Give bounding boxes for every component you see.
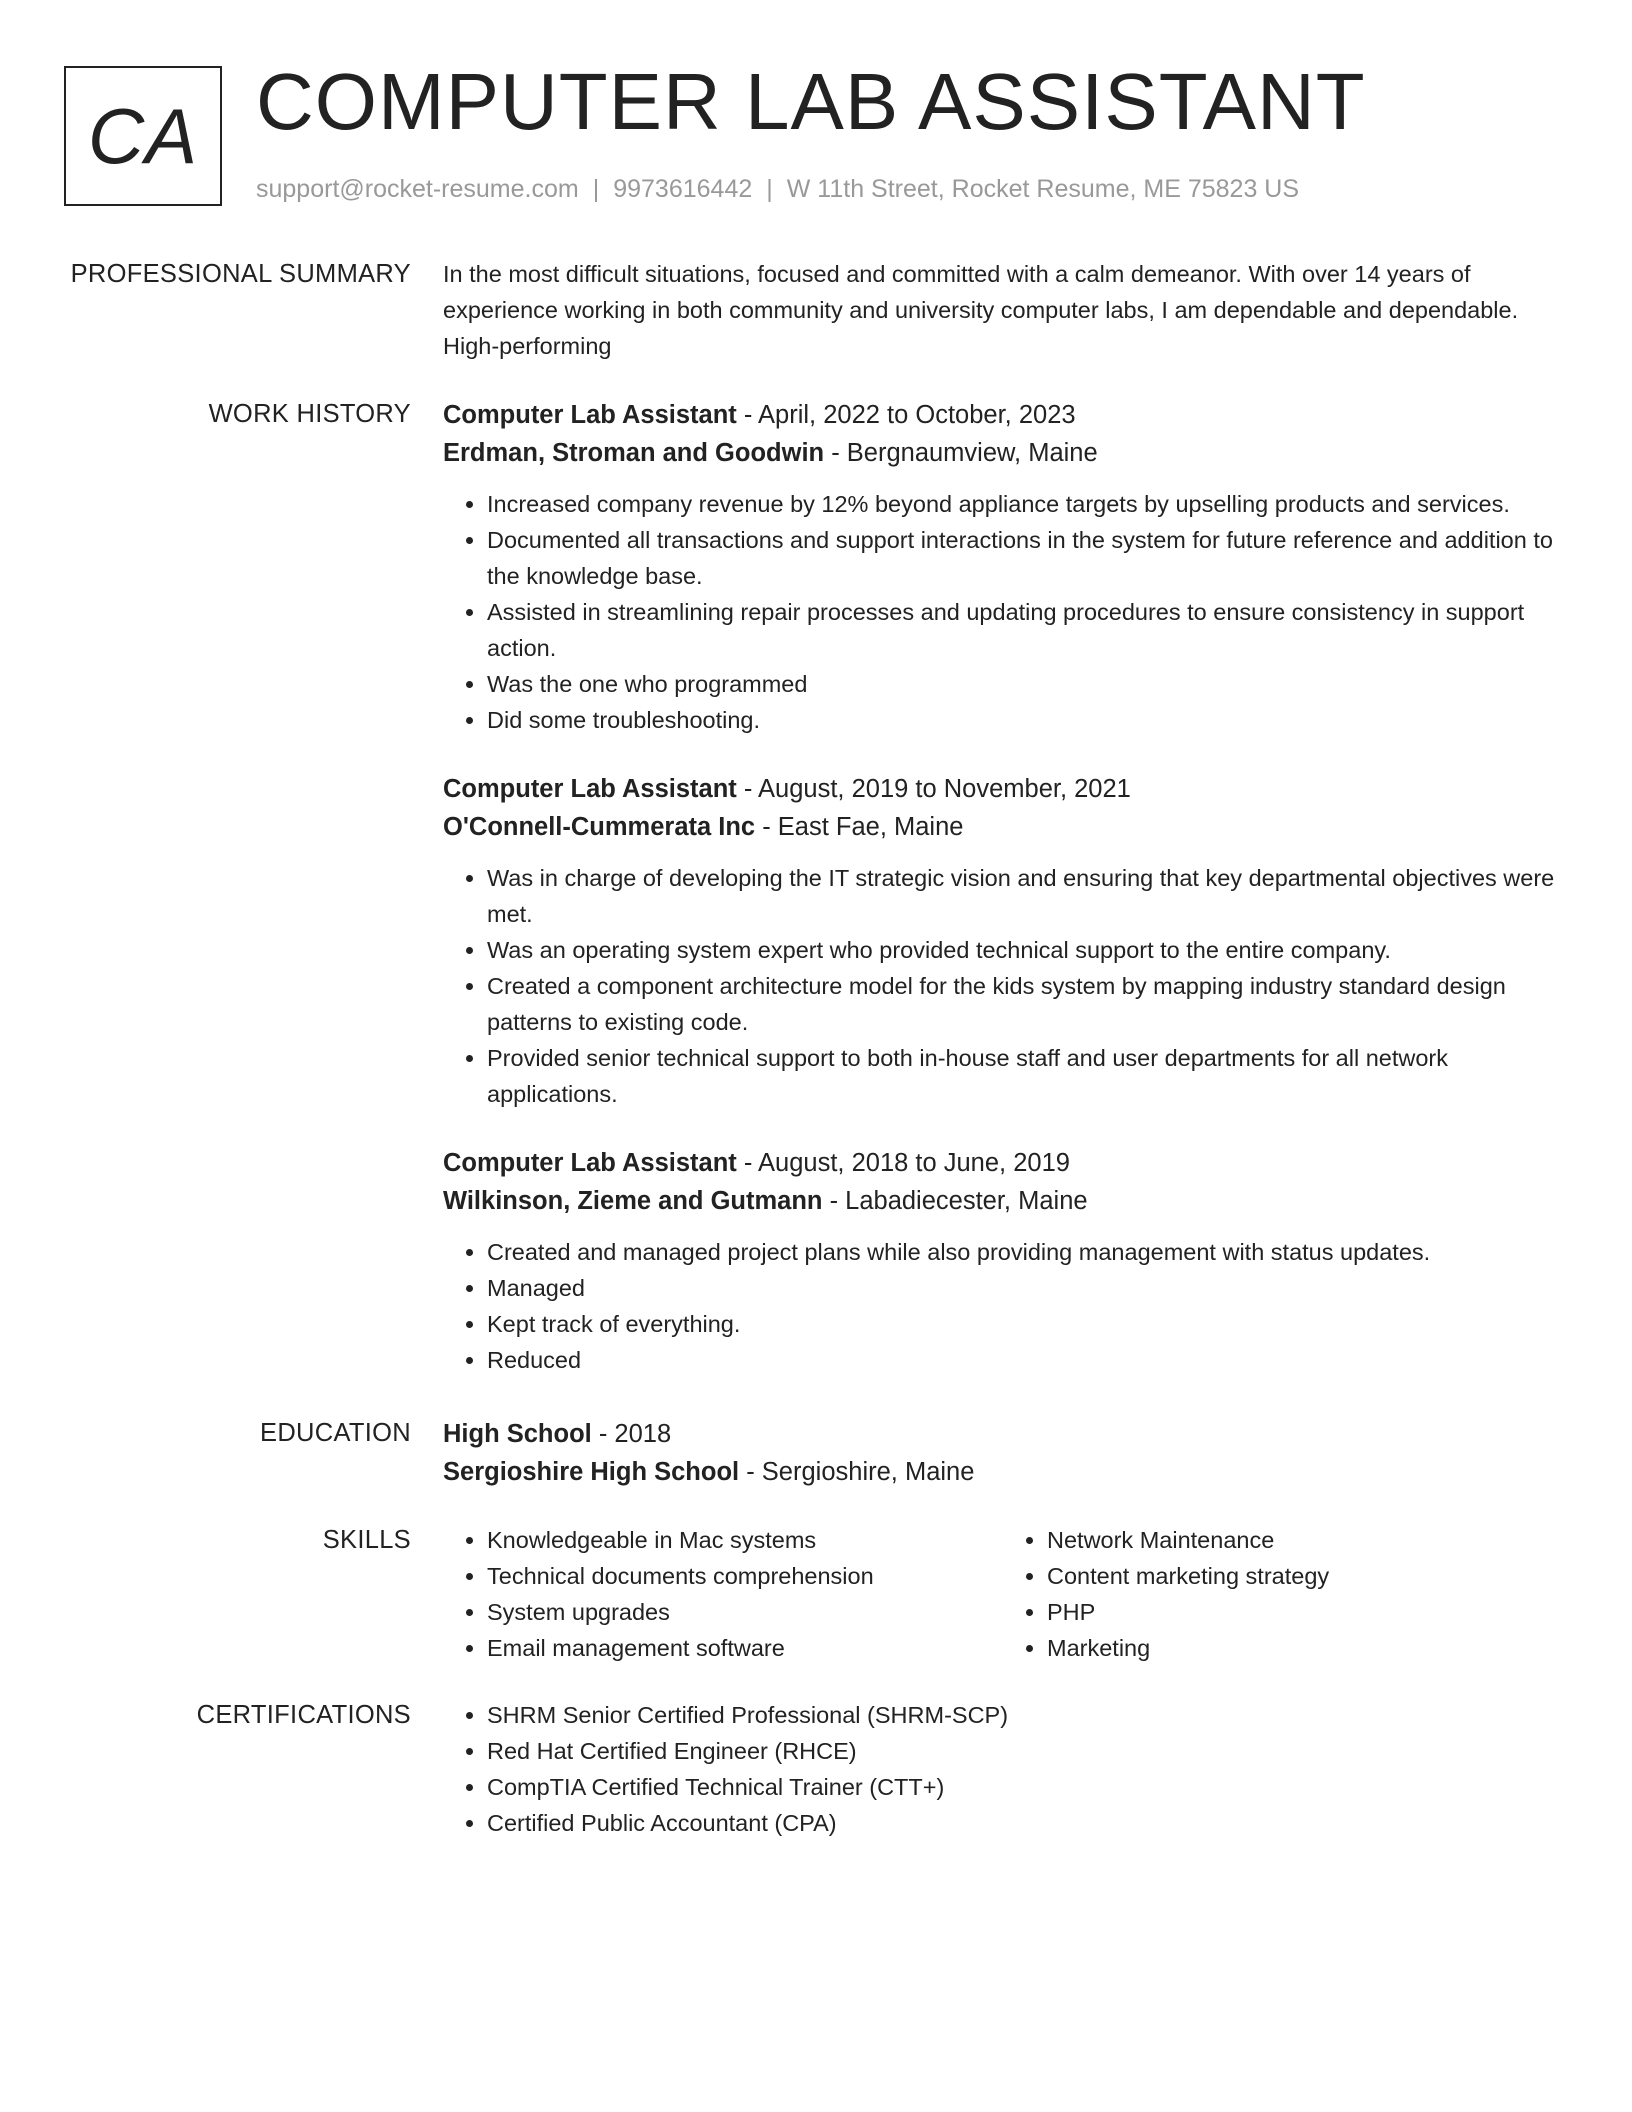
job-bullet: • Assisted in streamlining repair processes and updating procedures to ensure consistency in support action.: [487, 594, 1563, 666]
job-entry: [443, 770, 1563, 1112]
job-company-line: [443, 434, 1563, 472]
certifications-list: [443, 1697, 1563, 1841]
job-bullet: • Documented all transactions and support interactions in the system for future reference and addition to the knowledge base.: [487, 522, 1563, 594]
skill-item: • Content marketing strategy: [1047, 1558, 1563, 1594]
skill-item: • Marketing: [1047, 1630, 1563, 1666]
education-school-line: [443, 1453, 1563, 1491]
job-bullet: • Did some troubleshooting.: [487, 702, 1563, 738]
education-degree-line: [443, 1415, 1563, 1453]
job-title-line: [443, 770, 1563, 808]
section-title-summary: PROFESSIONAL SUMMARY: [70, 260, 411, 288]
job-bullets: [443, 1234, 1563, 1378]
section-title-certifications: CERTIFICATIONS: [196, 1701, 411, 1729]
section-title-work-history: WORK HISTORY: [208, 400, 411, 428]
job-location: - East Fae, Maine: [755, 813, 964, 841]
job-dates: - April, 2022 to October, 2023: [736, 401, 1076, 429]
contact-address: W 11th Street, Rocket Resume, ME 75823 US: [786, 175, 1300, 203]
skill-item: • Email management software: [487, 1630, 1003, 1666]
education-location: - Sergioshire, Maine: [739, 1458, 975, 1486]
job-bullet: • Created and managed project plans while also providing management with status updates.: [487, 1234, 1563, 1270]
job-bullet: • Created a component architecture model for the kids system by mapping industry standard design patterns to existing code.: [487, 968, 1563, 1040]
skills-list-right: [1003, 1522, 1563, 1666]
job-bullet: • Was the one who programmed: [487, 666, 1563, 702]
monogram-initials: CA: [87, 92, 199, 180]
job-title-line: [443, 396, 1563, 434]
job-position: Computer Lab Assistant: [443, 401, 737, 429]
job-bullet: • Kept track of everything.: [487, 1306, 1563, 1342]
section-title-skills: SKILLS: [322, 1526, 411, 1554]
job-position: Computer Lab Assistant: [443, 775, 737, 803]
skill-item: • Knowledgeable in Mac systems: [487, 1522, 1003, 1558]
education-school: Sergioshire High School: [443, 1458, 740, 1486]
contact-separator: |: [592, 175, 600, 203]
job-dates: - August, 2019 to November, 2021: [736, 775, 1131, 803]
job-entry: [443, 1144, 1563, 1378]
education-degree: High School: [443, 1420, 592, 1448]
education-year: - 2018: [591, 1420, 672, 1448]
job-bullet: • Managed: [487, 1270, 1563, 1306]
job-bullet: • Was an operating system expert who provided technical support to the entire company.: [487, 932, 1563, 968]
skill-item: • Technical documents comprehension: [487, 1558, 1003, 1594]
section-title-education: EDUCATION: [260, 1419, 411, 1447]
contact-email: support@rocket-resume.com: [256, 175, 579, 203]
contact-line: [256, 174, 1299, 204]
contact-separator: |: [766, 175, 773, 203]
job-title-line: [443, 1144, 1563, 1182]
job-company: Wilkinson, Zieme and Gutmann: [443, 1187, 823, 1215]
monogram-logo: [64, 66, 222, 206]
summary-text: In the most difficult situations, focused and committed with a calm demeanor. With over 14 years of experience working in both community and university computer labs, I am dependable and dependable. High-performing: [443, 261, 1519, 359]
job-entry: [443, 396, 1563, 738]
job-bullet: • Was in charge of developing the IT strategic vision and ensuring that key departmental objectives were met.: [487, 860, 1563, 932]
job-bullet: • Increased company revenue by 12% beyond appliance targets by upselling products and services.: [487, 486, 1563, 522]
certification-item: • Certified Public Accountant (CPA): [487, 1805, 1563, 1841]
certification-item: • CompTIA Certified Technical Trainer (CTT+): [487, 1769, 1563, 1805]
job-company-line: [443, 808, 1563, 846]
job-bullet: • Reduced: [487, 1342, 1563, 1378]
job-location: - Labadiecester, Maine: [822, 1187, 1088, 1215]
job-bullet: • Provided senior technical support to both in-house staff and user departments for all network applications.: [487, 1040, 1563, 1112]
certification-item: • Red Hat Certified Engineer (RHCE): [487, 1733, 1563, 1769]
job-company: O'Connell-Cummerata Inc: [443, 813, 756, 841]
job-company: Erdman, Stroman and Goodwin: [443, 439, 825, 467]
skill-item: • System upgrades: [487, 1594, 1003, 1630]
job-position: Computer Lab Assistant: [443, 1149, 737, 1177]
job-bullets: [443, 486, 1563, 738]
contact-phone: 9973616442: [613, 175, 753, 203]
job-bullets: [443, 860, 1563, 1112]
job-company-line: [443, 1182, 1563, 1220]
job-location: - Bergnaumview, Maine: [824, 439, 1098, 467]
skill-item: • Network Maintenance: [1047, 1522, 1563, 1558]
certification-item: • SHRM Senior Certified Professional (SHRM-SCP): [487, 1697, 1563, 1733]
skills-list-left: [443, 1522, 1003, 1666]
resume-title: COMPUTER LAB ASSISTANT: [256, 57, 1366, 146]
skill-item: • PHP: [1047, 1594, 1563, 1630]
job-dates: - August, 2018 to June, 2019: [736, 1149, 1070, 1177]
